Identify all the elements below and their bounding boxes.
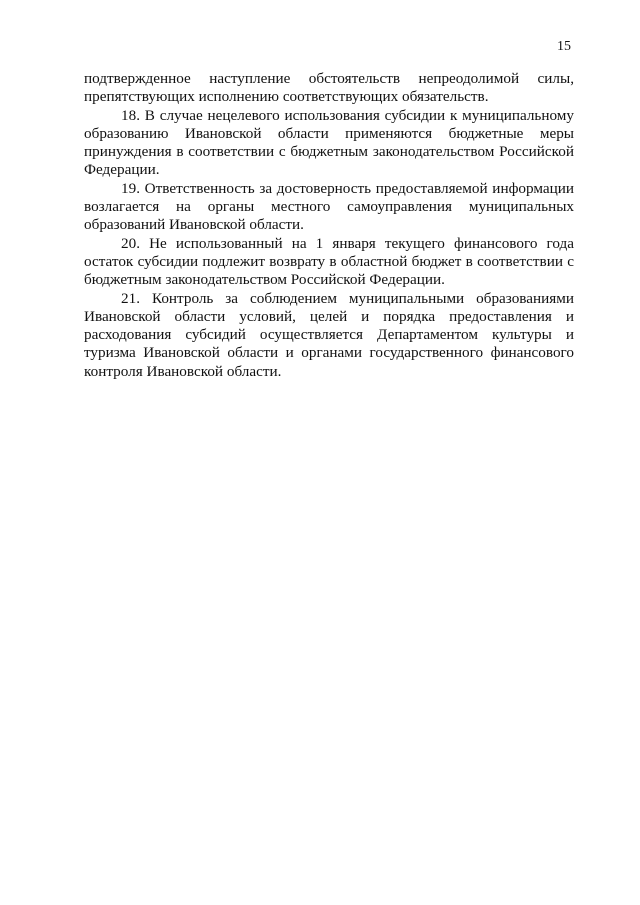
paragraph-20: 20. Не использованный на 1 января текущего финансового года остаток субсидии подлежит возврату в областной бюджет в соответствии с бюджетным законодательством Российской Федерации. xyxy=(84,234,574,289)
paragraph-21: 21. Контроль за соблюдением муниципальными образованиями Ивановской области условий, целей и порядка предоставления и расходования субсидий осуществляется Департаментом культуры и туризма Ивановской области и органами государственного финансового контроля Ивановской области. xyxy=(84,289,574,380)
document-body xyxy=(84,70,574,381)
paragraph-19: 19. Ответственность за достоверность предоставляемой информации возлагается на органы местного самоуправления муниципальных образований Ивановской области. xyxy=(84,179,574,234)
paragraph-18: 18. В случае нецелевого использования субсидии к муниципальному образованию Ивановской области применяются бюджетные меры принуждения в соответствии с бюджетным законодательством Российской Федерации. xyxy=(84,106,574,179)
page-number: 15 xyxy=(557,39,571,54)
paragraph-continuation: подтвержденное наступление обстоятельств непреодолимой силы, препятствующих исполнению соответствующих обязательств. xyxy=(84,70,574,106)
